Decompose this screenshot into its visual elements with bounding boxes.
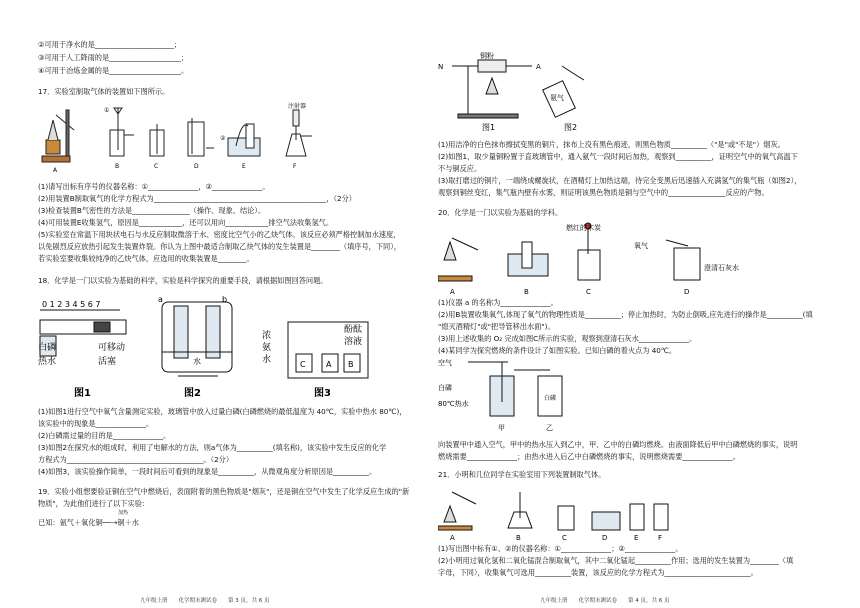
q20-line2-2: 燃烧需要______________；由热水进入后乙中白磷燃烧的事实，说明燃烧需要______________。 (438, 452, 740, 461)
ruler-ticks: 0 1 2 3 4 5 6 7 (42, 300, 101, 309)
bailin-right-label: 白磷 (438, 384, 452, 392)
q16-line-3: ③可用于人工降雨的是____________________； (38, 53, 189, 62)
fig1-caption-right: 图1 (482, 123, 496, 132)
page-footer-right: 九年级上册 化学期末测试卷 第 4 页，共 6 页 (540, 598, 670, 604)
q20-figure (438, 220, 758, 298)
q18-figure (38, 292, 378, 402)
q17-line-5: (5)实验室在常温下用块状电石与水反应制取微溶于水、密度比空气小的乙炔气体。该反应必须严格控制加水速度， (38, 230, 401, 239)
label-n: N (438, 63, 444, 71)
apparatus-b (110, 108, 134, 156)
q20-apparatus-d (666, 240, 700, 280)
fig3-caption: 图3 (314, 388, 331, 399)
q16-line-2: ②可用于净水的是______________________； (38, 40, 182, 49)
q17-title: 17．实验室制取气体的装置如下图所示。 (38, 87, 170, 96)
q21-line-3: 字母，下同），收集氧气可选用__________装置，该反应的化学方程式为________________________。 (438, 568, 758, 577)
q18-line-6: (4)如图3，该实验操作简单，一段时间后可看到的现象是__________，从微观角度分析原因是__________。 (38, 467, 377, 476)
fig1-tube-heating (452, 60, 532, 118)
q17-line-7: 若实验室要收集较纯净的乙炔气体，应选用的收集装置是________。 (38, 254, 254, 263)
q20-combustion-figure (438, 356, 588, 436)
q21-label-c: C (562, 534, 567, 542)
beaker-b: B (348, 360, 354, 369)
q20-line-3: "熄灭酒精灯"或"把导管移出水面")。 (438, 322, 555, 331)
q19-right-line-1: (1)用洁净的白色抹布擦拭变黑的铜片，抹布上没有黑色痕迹，则黑色物质__________（"是"或"不是"）烟灰。 (438, 140, 785, 149)
beaker-c: C (300, 360, 306, 369)
label-d: D (194, 163, 199, 170)
air-label: 空气 (438, 359, 452, 367)
q21-title: 21．小明和几位同学在实验室用下列装置制取气体。 (438, 470, 606, 479)
q21-line-1: (1)写出图中标有①、②的仪器名称：①______________；②______________。 (438, 544, 683, 553)
q19-figures (438, 50, 608, 132)
nongan-3: 水 (262, 355, 272, 365)
mark-2: ② (220, 135, 226, 142)
water-label: 水 (193, 357, 201, 366)
q18-line-3: (2)白磷需过量的目的是______________。 (38, 431, 171, 440)
nongan-2: 氨 (262, 343, 272, 353)
apparatus-e (228, 124, 260, 156)
burning-charcoal: 燃红的木炭 (566, 224, 601, 232)
bailin-label: 白磷 (38, 343, 57, 353)
label-c: C (154, 163, 159, 170)
q20-label-d: D (684, 288, 690, 296)
fentai-2: 溶液 (344, 337, 363, 347)
q20-line-1: (1)仪器 a 的名称为______________。 (438, 298, 558, 307)
beaker-a: A (326, 360, 332, 369)
q21-label-e: E (634, 534, 639, 542)
q19-known: 已知：氨气＋氧化铜──→铜＋水 (38, 518, 139, 527)
hot-water-label: 80℃热水 (438, 400, 469, 408)
fig2-bottle (543, 66, 584, 117)
label-a: A (53, 167, 58, 174)
q21-label-f: F (658, 534, 663, 542)
q18-line-2: 该实验中的现象是______________。 (38, 419, 154, 428)
label-a-top: A (536, 63, 541, 71)
q20-line-5: (4)某同学为探究燃烧的条件设计了如图实验。已知白磷的着火点为 40℃。 (438, 346, 677, 355)
fig2-caption: 图2 (184, 388, 201, 399)
q18-line-1: (1)如图1进行空气中氧气含量测定实验，玻璃管中放入过量白磷(白磷燃烧的最低温度为 40℃，实验中热水 80℃)， (38, 407, 407, 416)
fig2-caption-right: 图2 (564, 123, 578, 132)
q19-right-line-4: (3)取打磨过的铜片，一端绕成螺旋状，在酒精灯上加热这端，待完全变黑后迅速插入充满氢气的集气瓶（如图2）， (438, 176, 802, 185)
q18-title: 18．化学是一门以实验为基础的科学，实验是科学探究的重要手段，请根据如图回答问题。 (38, 276, 328, 285)
q20-line2-1: 向装置甲中通入空气，甲中的热水压入到乙中，甲、乙中的白磷均燃烧。由液面降低后甲中白磷燃烧的事实，说明 (438, 440, 798, 449)
q18-line-4: (3)如图2在探究水的组成时，利用了电解水的方法，则a气体为__________(填名称)，该实验中发生反应的化学 (38, 443, 387, 452)
apparatus-d (188, 118, 214, 156)
q21-label-b: B (516, 534, 521, 542)
q19-line-2: 物质"，为此他们进行了以下实验： (38, 499, 150, 508)
reshui-label: 热水 (38, 357, 57, 367)
bailin-right-label-2: 白磷 (544, 395, 557, 402)
q21-line-2: (2)小明用过氧化氢和二氧化锰混合制取氧气，其中二氧化锰起__________作用；选用的发生装置为________（填 (438, 556, 794, 565)
q21-label-d: D (602, 534, 608, 542)
label-b: B (115, 163, 120, 170)
q17-line-2: (2)用装置B制取氧气的化学方程式为________________________________________________，（2分） (38, 194, 356, 203)
q20-apparatus-a (438, 238, 478, 281)
oxygen-label: 氧气 (634, 242, 648, 250)
mark-1: ① (104, 107, 110, 114)
q17-line-4: (4)可用装置E收集氢气，原因是____________，还可以用向____________排空气法收集氢气。 (38, 218, 334, 227)
combustion-apparatus (468, 362, 562, 416)
left-page (0, 0, 420, 608)
right-page (430, 0, 850, 608)
label-b-gas: b (222, 295, 228, 304)
q20-label-b: B (524, 288, 529, 296)
q19-heat: 加热 (118, 510, 129, 516)
q20-label-a: A (450, 288, 455, 296)
huosai-label-2: 活塞 (98, 357, 117, 367)
q20-apparatus-b (508, 242, 548, 276)
anqi-label: 氨气 (550, 94, 564, 102)
syringe-label: 注射器 (288, 103, 307, 110)
q17-line-3: (3)检查装置B气密性的方法是________________（操作、现象、结论）。 (38, 206, 266, 215)
q21-figure (438, 482, 678, 542)
q17-line-6: 以免剧烈反应放热引起发生装置炸裂。你认为上图中最适合制取乙炔气体的发生装置是________（填序号，下同）， (38, 242, 401, 251)
q16-line-4: ④可用于冶炼金属的是____________________。 (38, 66, 189, 75)
page-footer-left: 九年级上册 化学期末测试卷 第 3 页，共 6 页 (140, 598, 270, 604)
q17-line-1: (1)请写出标有序号的仪器名称：①______________，②______________。 (38, 182, 270, 191)
q20-line-2: (2)用B装置收集氧气,体现了氧气的物理性质是__________；停止加热时，为防止倒吸,应先进行的操作是__________(填 (438, 310, 813, 319)
label-a-gas: a (158, 295, 163, 304)
tongfen-label: 铜粉 (480, 52, 494, 60)
huosai-label-1: 可移动 (98, 343, 126, 353)
q21-label-a: A (450, 534, 455, 542)
label-f: F (293, 163, 297, 170)
nongan-1: 浓 (262, 331, 272, 341)
apparatus-a (42, 110, 74, 162)
apparatus-c (150, 124, 164, 156)
label-e: E (242, 163, 246, 170)
q20-line-4: (3)用上述收集的 O₂ 完成如图C所示的实验，观察到澄清石灰水______________。 (438, 334, 697, 343)
jia-label: 甲 (498, 424, 505, 432)
q19-line-1: 19．实验小组想要验证铜在空气中燃烧后，表面附着的黑色物质是"烟灰"，还是铜在空气中发生了化学反应生成的"新 (38, 487, 410, 496)
limewater-label: 澄清石灰水 (704, 264, 739, 272)
fig1-caption: 图1 (74, 388, 91, 399)
q19-right-line-5: 观察到铜丝变红，集气瓶内壁有水雾，则证明该黑色物质是铜与空气中的________________反应的产物。 (438, 188, 769, 197)
q21-apparatus (438, 492, 668, 530)
yi-label: 乙 (546, 424, 553, 432)
q18-line-5: 方程式为______________________________________。（2分） (38, 455, 234, 464)
q17-apparatus-figure (38, 100, 338, 175)
q20-label-c: C (586, 288, 591, 296)
fentai-1: 酚酞 (344, 325, 363, 335)
apparatus-f (286, 110, 312, 156)
q19-right-line-2: (2)如图1，取少量铜粉置于直玻璃管中，通入氨气一段时间后加热，观察到__________，证明空气中的氧气高温下 (438, 152, 798, 161)
q20-title: 20．化学是一门以实验为基础的学科。 (438, 208, 563, 217)
q19-right-line-3: 不与铜反应。 (438, 164, 482, 173)
